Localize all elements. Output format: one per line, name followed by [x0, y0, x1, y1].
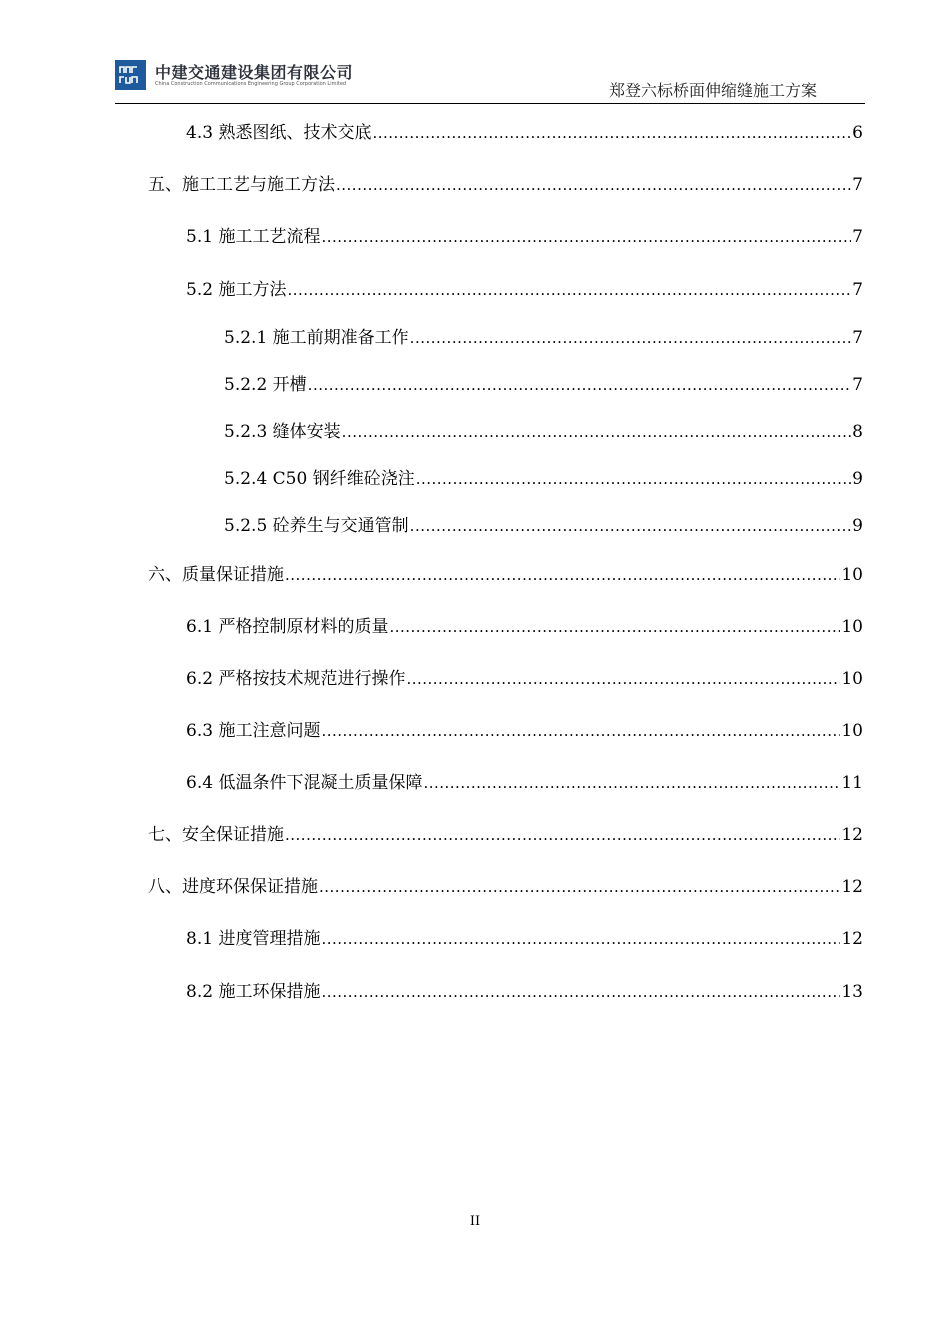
toc-entry[interactable] [186, 616, 863, 638]
toc-entry-page: 7 [852, 227, 863, 247]
toc-entry-page: 10 [841, 721, 863, 741]
company-name-en: China Construction Communications Engineering Group Corporation Limited [155, 81, 347, 87]
toc-entry-page: 13 [841, 982, 863, 1002]
toc-entry-page: 12 [841, 877, 863, 897]
toc-dot-leader [410, 327, 852, 349]
toc-entry-label: 七、安全保证措施 [148, 825, 284, 845]
toc-dot-leader [389, 616, 840, 638]
toc-entry-page: 7 [852, 328, 863, 348]
toc-entry-page: 7 [852, 280, 863, 300]
toc-entry-label: 6.4 低温条件下混凝土质量保障 [186, 773, 423, 793]
document-title: 郑登六标桥面伸缩缝施工方案 [608, 81, 817, 100]
toc-dot-leader [336, 174, 851, 196]
toc-dot-leader [410, 515, 852, 537]
company-logo [115, 60, 357, 92]
toc-entry-label: 6.3 施工注意问题 [186, 721, 321, 741]
toc-dot-leader [285, 824, 840, 846]
toc-entry[interactable] [148, 174, 863, 196]
logo-mark-icon [115, 60, 146, 90]
toc-entry-page: 12 [841, 825, 863, 845]
toc-dot-leader [342, 421, 852, 443]
toc-entry-page: 9 [852, 516, 863, 536]
toc-entry[interactable] [186, 720, 863, 742]
toc-entry-page: 8 [852, 422, 863, 442]
toc-entry-page: 6 [852, 123, 863, 143]
toc-entry[interactable] [224, 421, 863, 443]
toc-entry[interactable] [186, 668, 863, 690]
toc-entry-page: 7 [852, 175, 863, 195]
toc-entry[interactable] [186, 772, 863, 794]
toc-entry-page: 10 [841, 669, 863, 689]
toc-dot-leader [321, 720, 840, 742]
toc-entry-label: 5.2.3 缝体安装 [224, 422, 341, 442]
toc-entry[interactable] [148, 564, 863, 586]
toc-entry-label: 8.2 施工环保措施 [186, 982, 321, 1002]
toc-entry-page: 11 [841, 773, 863, 793]
toc-dot-leader [319, 876, 840, 898]
toc-entry-label: 6.2 严格按技术规范进行操作 [186, 669, 406, 689]
toc-entry[interactable] [186, 226, 863, 248]
toc-entry-label: 5.2.4 C50 钢纤维砼浇注 [224, 469, 415, 489]
toc-dot-leader [416, 468, 851, 490]
toc-entry-label: 5.2.2 开槽 [224, 375, 307, 395]
toc-entry[interactable] [224, 374, 863, 396]
toc-entry[interactable] [224, 327, 863, 349]
toc-entry-label: 8.1 进度管理措施 [186, 929, 321, 949]
page-number: II [469, 1214, 481, 1229]
toc-entry-label: 五、施工工艺与施工方法 [148, 175, 335, 195]
toc-entry-label: 5.2.1 施工前期准备工作 [224, 328, 409, 348]
toc-entry[interactable] [224, 515, 863, 537]
toc-entry[interactable] [186, 279, 863, 301]
toc-entry[interactable] [186, 981, 863, 1003]
toc-entry[interactable] [186, 122, 863, 144]
toc-entry-page: 9 [852, 469, 863, 489]
toc-entry-label: 六、质量保证措施 [148, 565, 284, 585]
toc-entry-page: 10 [841, 617, 863, 637]
toc-entry-label: 5.2.5 砼养生与交通管制 [224, 516, 409, 536]
toc-entry-page: 10 [841, 565, 863, 585]
toc-dot-leader [321, 928, 840, 950]
toc-dot-leader [308, 374, 852, 396]
toc-entry[interactable] [148, 876, 863, 898]
toc-entry[interactable] [148, 824, 863, 846]
header-divider [115, 103, 865, 104]
toc-entry[interactable] [224, 468, 863, 490]
toc-entry-label: 6.1 严格控制原材料的质量 [186, 617, 389, 637]
toc-entry-label: 八、进度环保保证措施 [148, 877, 318, 897]
toc-entry-page: 12 [841, 929, 863, 949]
toc-entry-label: 5.2 施工方法 [186, 280, 287, 300]
toc-dot-leader [321, 226, 851, 248]
toc-dot-leader [287, 279, 851, 301]
toc-entry-label: 5.1 施工工艺流程 [186, 227, 321, 247]
toc-dot-leader [423, 772, 840, 794]
toc-dot-leader [406, 668, 840, 690]
toc-entry-page: 7 [852, 375, 863, 395]
toc-entry[interactable] [186, 928, 863, 950]
toc-entry-label: 4.3 熟悉图纸、技术交底 [186, 123, 372, 143]
company-name-cn: 中建交通建设集团有限公司 [155, 63, 354, 82]
toc-dot-leader [321, 981, 840, 1003]
toc-dot-leader [285, 564, 840, 586]
toc-dot-leader [372, 122, 851, 144]
page-header [0, 0, 950, 110]
